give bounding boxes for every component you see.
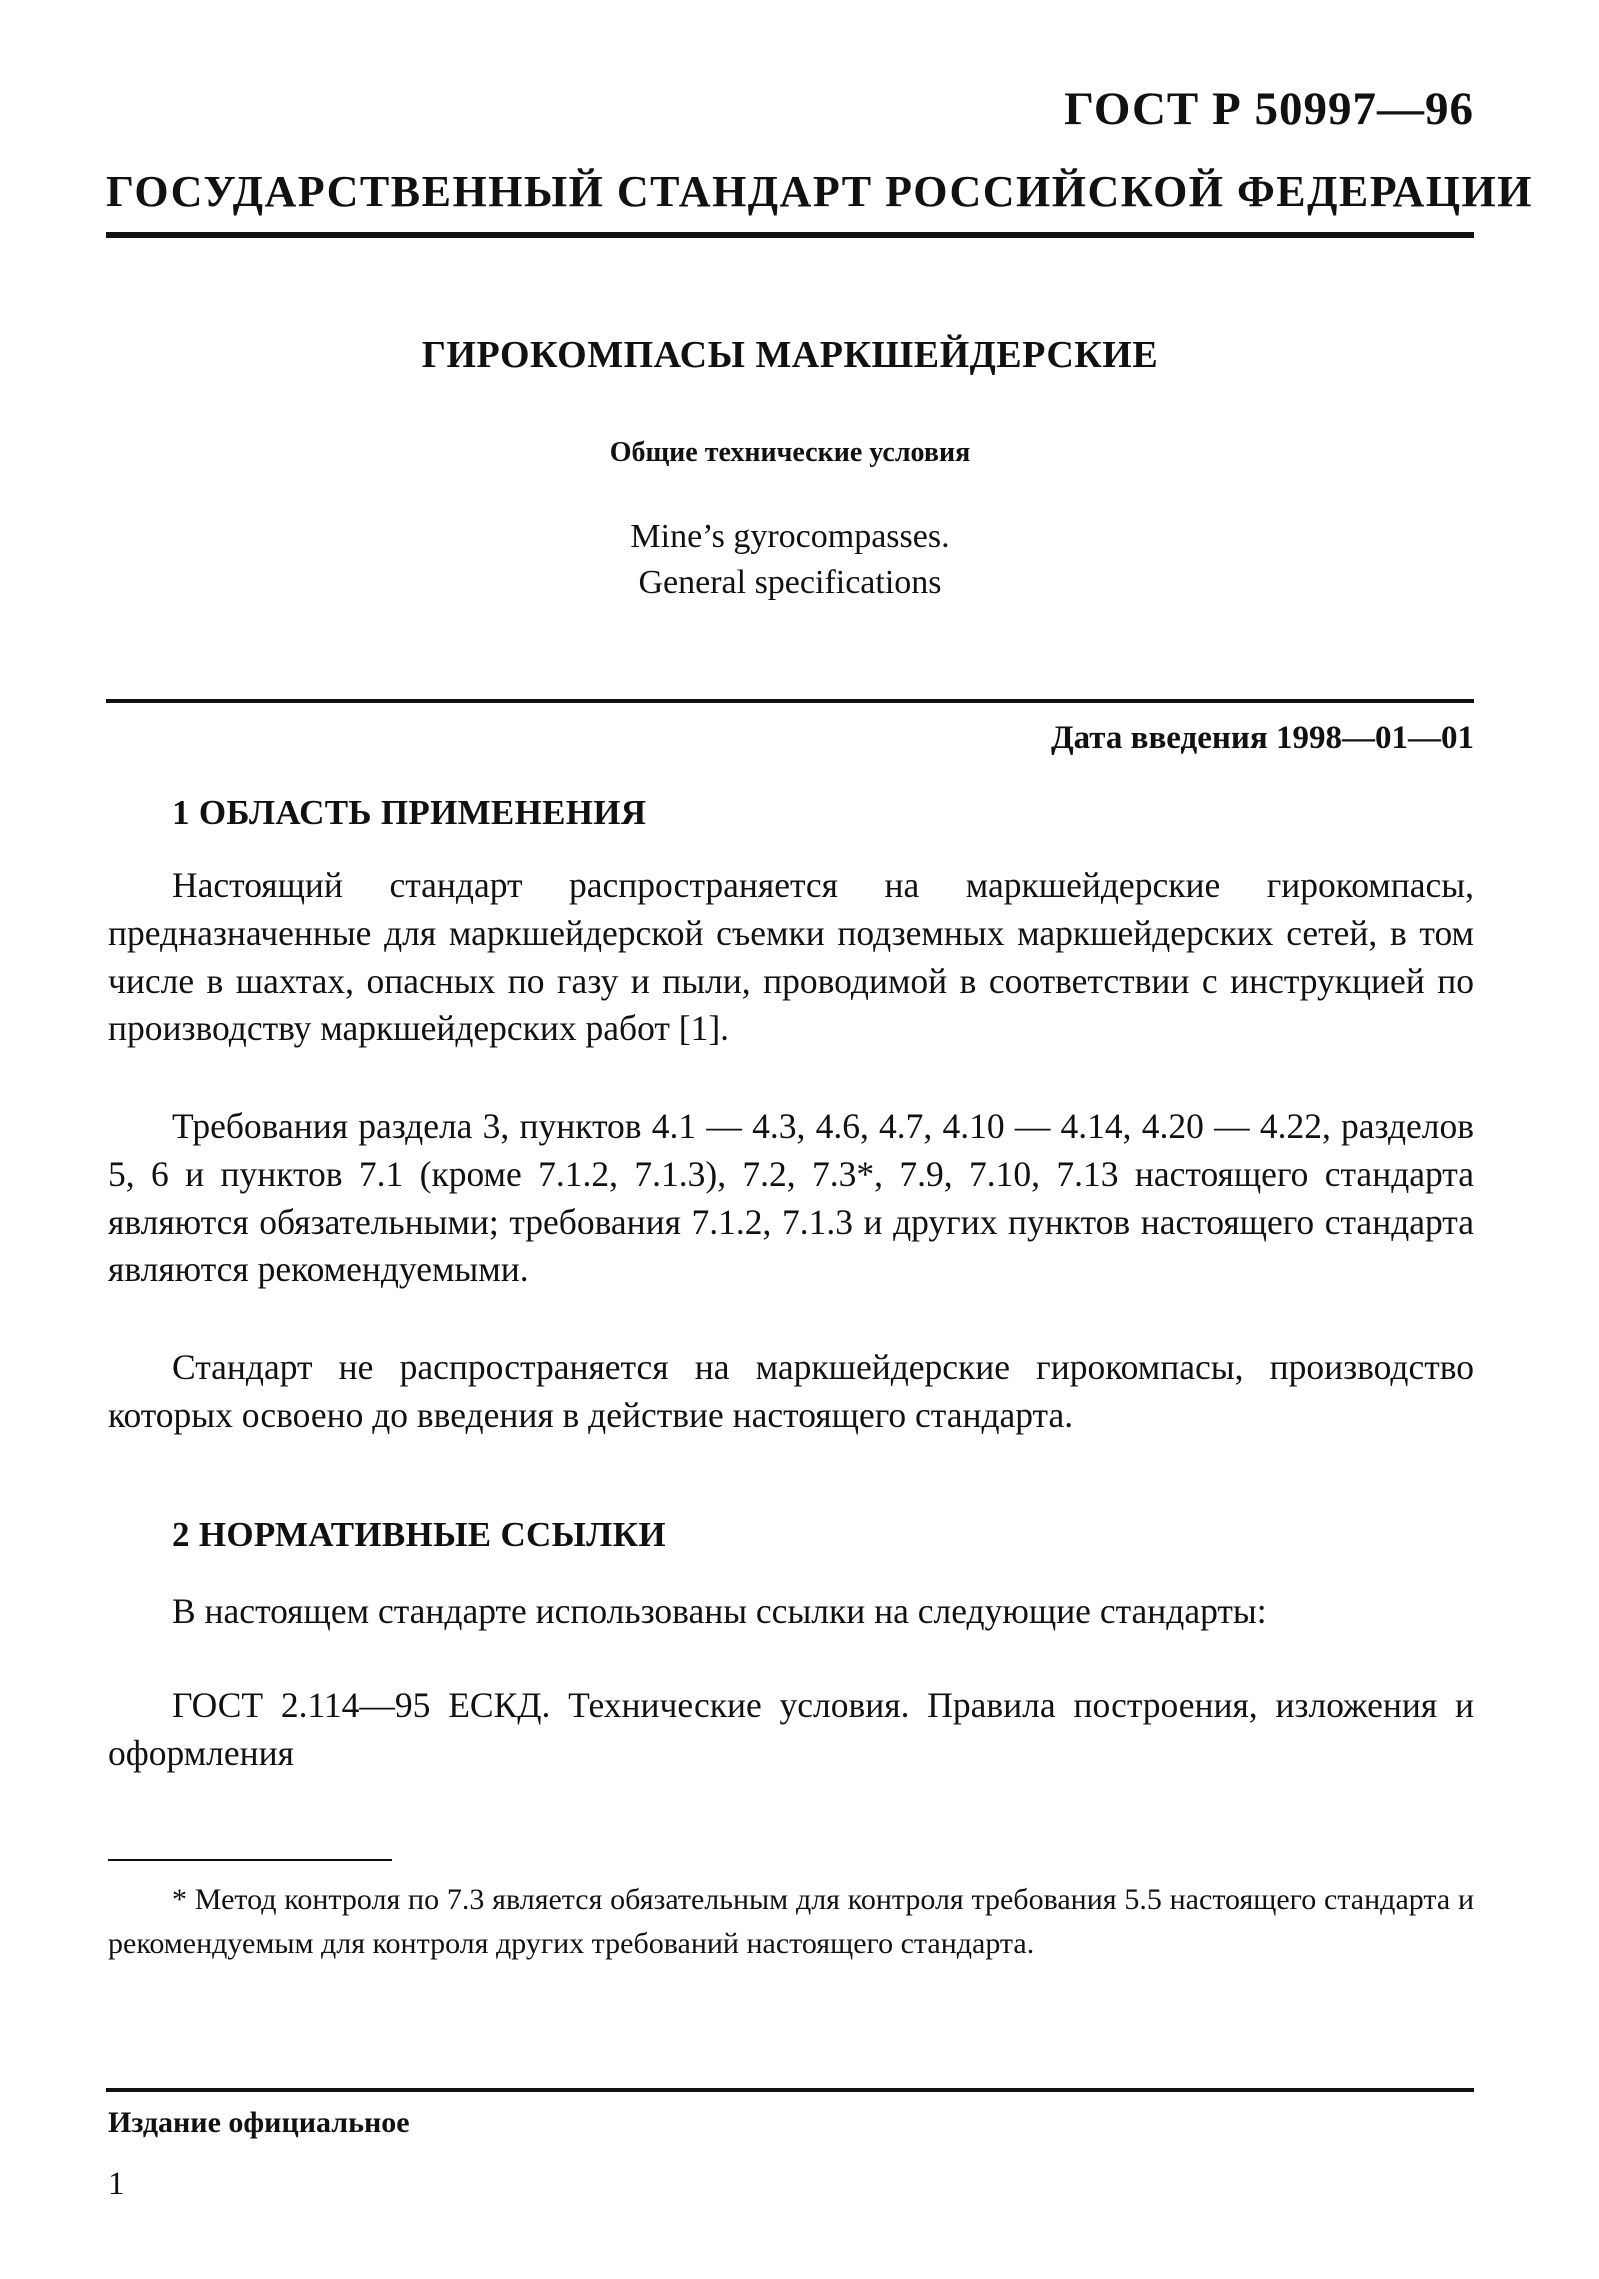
english-title <box>106 514 1474 606</box>
state-standard-heading: ГОСУДАРСТВЕННЫЙ СТАНДАРТ РОССИЙСКОЙ ФЕДЕРАЦИИ <box>106 167 1533 216</box>
references-paragraph-1: В настоящем стандарте использованы ссылки на следующие стандарты: <box>172 1591 1267 1631</box>
document-subtitle: Общие технические условия <box>609 437 971 468</box>
english-title-line-1: Mine’s gyrocompasses. <box>630 518 950 555</box>
scope-paragraph-3: Стандарт не распространяется на маркшейдерские гирокомпасы, производство которых освоено до введения в действие настоящего стандарта. <box>108 1347 1474 1435</box>
footnote-divider <box>108 1859 392 1861</box>
references-paragraph-2: ГОСТ 2.114—95 ЕСКД. Технические условия. Правила построения, изложения и оформления <box>108 1685 1474 1773</box>
edition-label: Издание официальное <box>108 2106 410 2139</box>
section-heading-normative-references: 2 НОРМАТИВНЫЕ ССЫЛКИ <box>172 1515 666 1554</box>
section-heading-scope: 1 ОБЛАСТЬ ПРИМЕНЕНИЯ <box>172 793 647 832</box>
footnote: * Метод контроля по 7.3 является обязательным для контроля требования 5.5 настоящего стандарта и рекомендуемым для контроля других требований настоящего стандарта. <box>108 1883 1474 1960</box>
document-title: ГИРОКОМПАСЫ МАРКШЕЙДЕРСКИЕ <box>421 334 1159 376</box>
introduction-date: Дата введения 1998—01—01 <box>1050 720 1474 756</box>
header-divider <box>106 232 1474 238</box>
footer-divider <box>106 2088 1474 2092</box>
title-divider <box>106 699 1474 703</box>
english-title-line-2: General specifications <box>638 564 942 601</box>
gost-number: ГОСТ Р 50997—96 <box>1064 83 1474 135</box>
page-number: 1 <box>108 2166 125 2202</box>
scope-paragraph-2: Требования раздела 3, пунктов 4.1 — 4.3, 4.6, 4.7, 4.10 — 4.14, 4.20 — 4.22, разделов 5, 6 и пунктов 7.1 (кроме 7.1.2, 7.1.3), 7.2, 7.3*, 7.9, 7.10, 7.13 настоящего стандарта являются обязательными; требования 7.1.2, 7.1.3 и других пунктов настоящего стандарта являются рекомендуемыми. <box>108 1106 1474 1290</box>
scope-paragraph-1: Настоящий стандарт распространяется на маркшейдерские гирокомпасы, предназначенные для маркшейдерской съемки подземных маркшейдерских сетей, в том числе в шахтах, опасных по газу и пыли, проводимой в соответствии с инструкцией по производству маркшейдерских работ [1]. <box>108 865 1474 1049</box>
